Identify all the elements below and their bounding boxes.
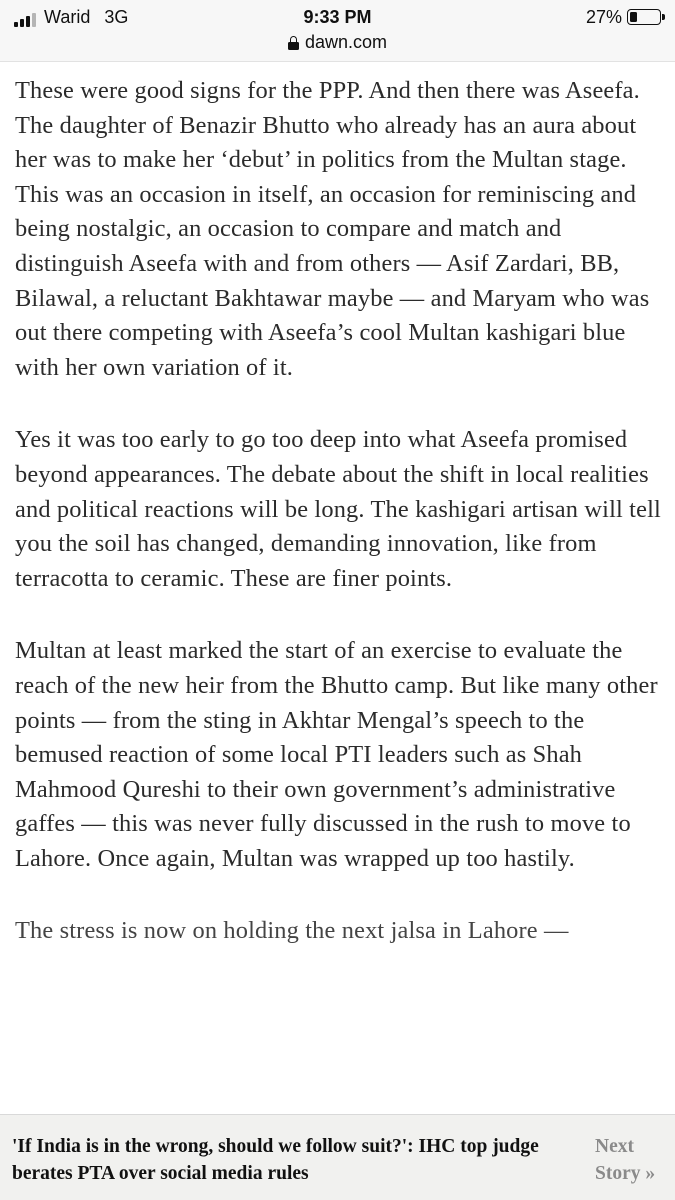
next-story-headline[interactable]: 'If India is in the wrong, should we follow suit?': IHC top judge berates PTA over social media rules bbox=[12, 1136, 539, 1184]
battery-icon bbox=[627, 9, 661, 25]
next-story-link[interactable]: Next Story » bbox=[595, 1136, 656, 1184]
battery-percent: 27% bbox=[585, 7, 622, 27]
article-body bbox=[15, 74, 663, 987]
article-paragraph: Multan at least marked the start of an exercise to evaluate the reach of the new heir from the Bhutto camp. But like many other points — from the sting in Akhtar Mengal’s speech to the bemused reaction of some local PTI leaders such as Shah Mahmood Qureshi to their own government’s administrative gaffes — this was never fully discussed in the rush to move to Lahore. Once again, Multan was wrapped up too hastily. bbox=[15, 637, 658, 872]
address-bar[interactable] bbox=[0, 32, 675, 52]
network-type: 3G bbox=[104, 7, 129, 27]
url-text: dawn.com bbox=[304, 32, 388, 52]
article-paragraph: These were good signs for the PPP. And then there was Aseefa. The daughter of Benazir Bhutto who already has an aura about her was to make her ‘debut’ in politics from the Multan stage. This was an occasion in itself, an occasion for reminiscing and being nostalgic, an occasion to compare and match and distinguish Aseefa with and from others — Asif Zardari, BB, Bilawal, a reluctant Bakhtawar maybe — and Maryam who was out there competing with Aseefa’s cool Multan kashigari blue with her own variation of it. bbox=[15, 77, 650, 381]
battery-status bbox=[586, 7, 661, 27]
lock-icon bbox=[288, 36, 299, 50]
clock: 9:33 PM bbox=[303, 7, 372, 27]
carrier-name: Warid bbox=[44, 7, 91, 27]
next-story-bar[interactable] bbox=[0, 1114, 675, 1200]
article-paragraph: Yes it was too early to go too deep into what Aseefa promised beyond appearances. The debate about the shift in local realities and political reactions will be long. The kashigari artisan will tell you the soil has changed, demanding innovation, like from terracotta to ceramic. These are finer points. bbox=[15, 426, 661, 592]
battery-fill bbox=[630, 12, 637, 22]
status-bar bbox=[0, 0, 675, 62]
article-paragraph: The stress is now on holding the next jalsa in Lahore — bbox=[15, 917, 569, 945]
